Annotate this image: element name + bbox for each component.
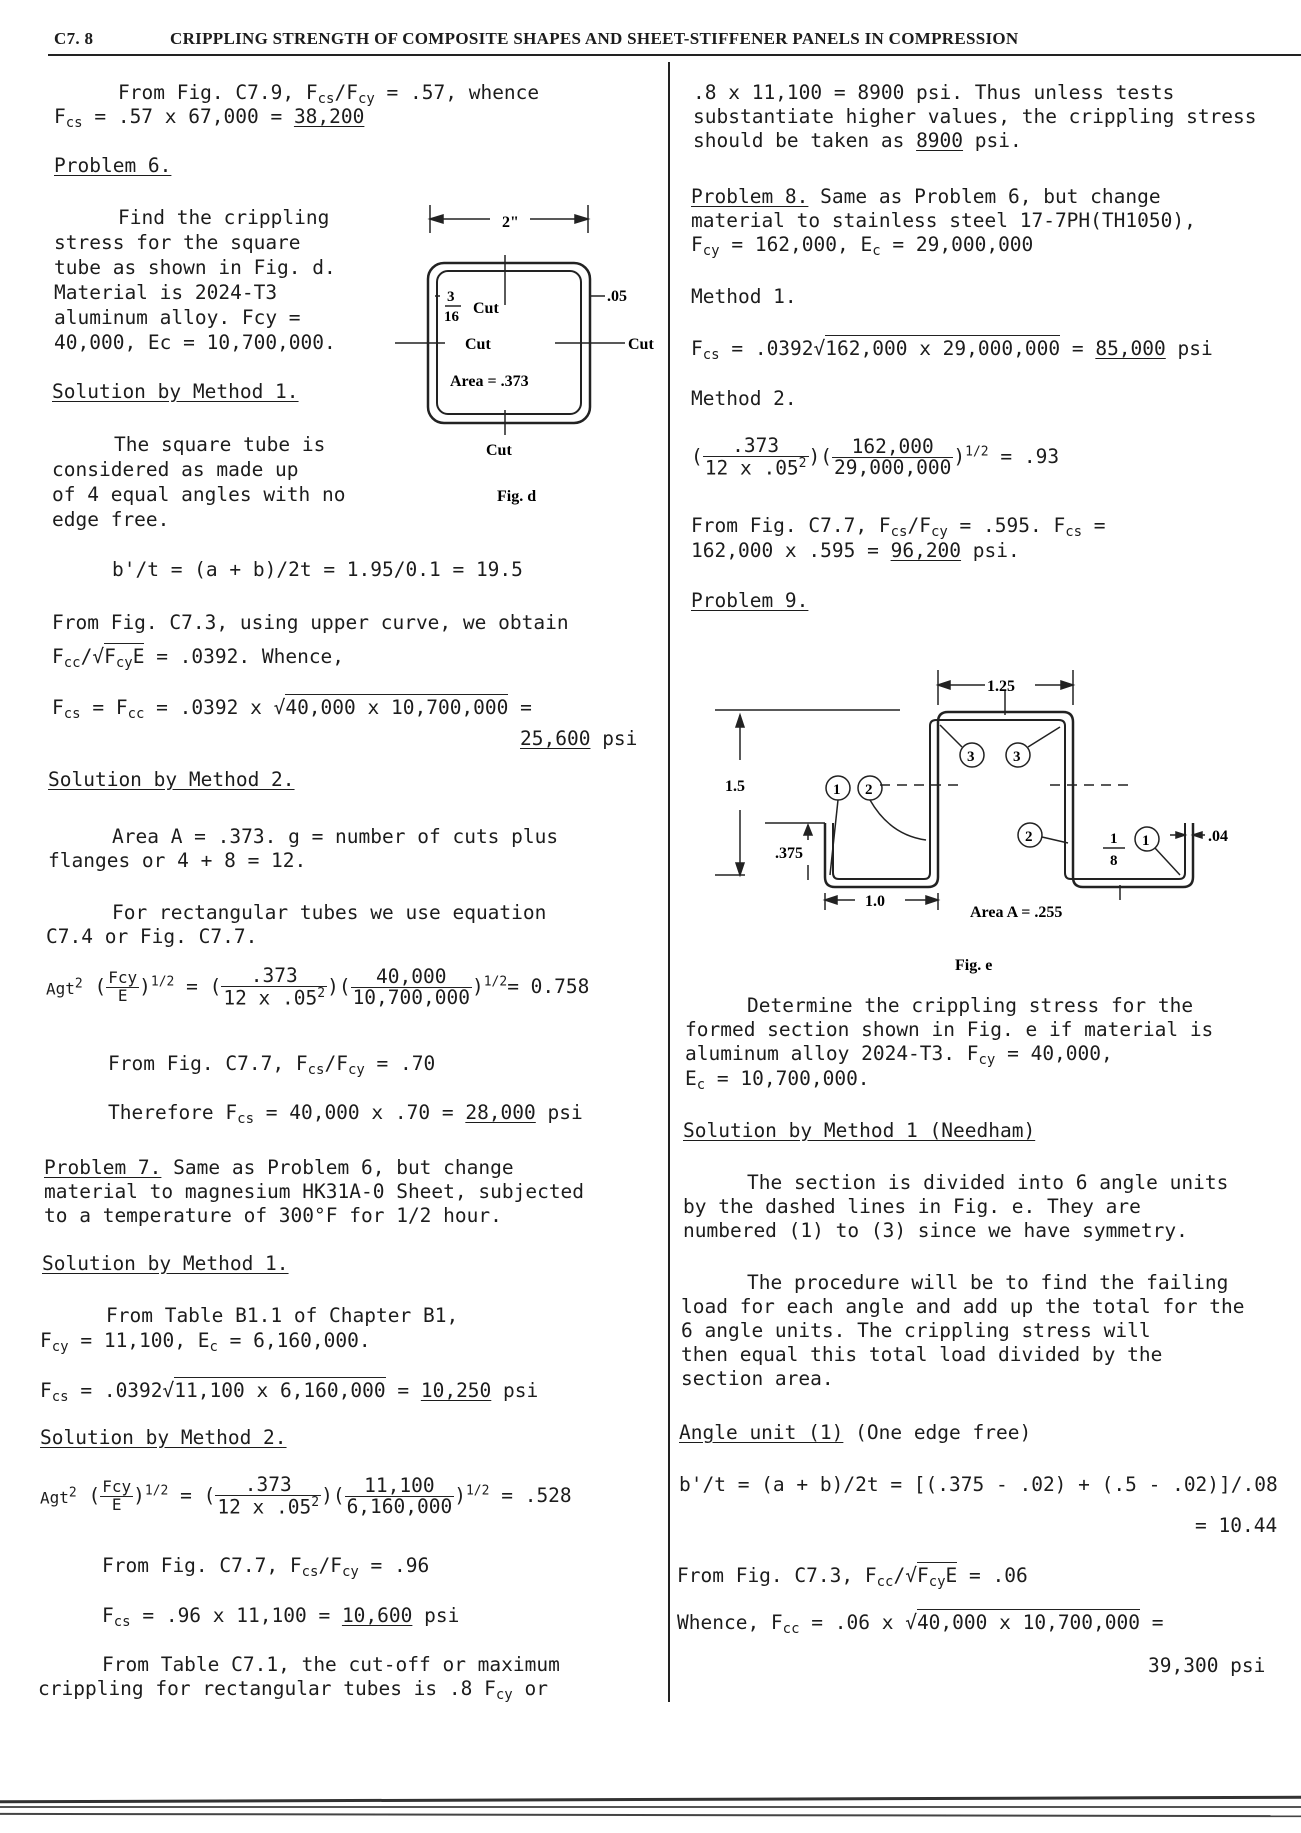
- equation-fcc: $F_{cc}/√F_{cy}E = .0392$. Whence,: [52, 645, 345, 671]
- text-line: .8 x 11,100 = 8900 psi. Thus unless tests: [693, 81, 1175, 104]
- text-line: For rectangular tubes we use equation: [112, 901, 547, 924]
- method-2b-heading: Solution by Method 2.: [40, 1426, 287, 1449]
- area-label: Area A = .255: [970, 904, 1063, 921]
- text-line: From Fig. C7.7, $F_{cs}/F_{cy} = .70$: [108, 1052, 436, 1078]
- text-line: aluminum alloy 2024-T3. $F_{cy} = 40,000$,: [685, 1042, 1113, 1068]
- equation-fcc-2: From Fig. C7.3, $F_{cc}/√F_{cy}E = .06$: [677, 1564, 1028, 1590]
- bottom-edge-line: [0, 1806, 1301, 1808]
- text-line: by the dashed lines in Fig. e. They are: [683, 1195, 1141, 1218]
- text-line: $E_c = 10,700,000$.: [685, 1067, 870, 1093]
- text-line: section area.: [681, 1367, 834, 1390]
- result-fcc-2: 39,300 psi: [1148, 1654, 1266, 1677]
- dimension-label: 1.25: [987, 678, 1015, 695]
- angle-unit-heading: Angle unit (1) (One edge free): [679, 1421, 1032, 1444]
- text-line: From Table C7.1, the cut-off or maximum: [102, 1653, 560, 1676]
- dimension-label: .375: [775, 845, 803, 862]
- equation-fcs-1: $F_{cs} = F_{cc} = .0392$ x √40,000 x 10,700,000 =: [52, 696, 532, 722]
- method-1-text: The square tube is considered as made up of 4 equal angles with no edge free.: [52, 433, 346, 531]
- cut-label: Cut: [473, 300, 499, 317]
- text-line: From Fig. C7.7, $F_{cs}/F_{cy} = .96$: [102, 1554, 430, 1580]
- equation-whence: Whence, $F_{cc} = .06$ x √40,000 x 10,700,000 =: [677, 1611, 1164, 1637]
- text-line: 6 angle units. The crippling stress will: [681, 1319, 1151, 1342]
- text-line: material to stainless steel 17-7PH(TH1050),: [691, 209, 1196, 232]
- text-line: From Table B1.1 of Chapter B1,: [106, 1304, 459, 1327]
- method-1-label: Method 1.: [691, 285, 797, 308]
- text-line: 162,000 x .595 = 96,200 psi.: [691, 539, 1020, 562]
- figure-e: [700, 665, 1260, 985]
- equation-bt-2: b'/t = (a + b)/2t = [(.375 - .02) + (.5 - .02)]/.08: [679, 1473, 1278, 1496]
- problem-9-heading: Problem 9.: [691, 589, 809, 612]
- section-number: C7. 8: [54, 29, 94, 48]
- dimension-label: 1.0: [865, 893, 885, 910]
- text-line: substantiate higher values, the crippling stress: [693, 105, 1257, 128]
- text-line: formed section shown in Fig. e if material is: [685, 1018, 1214, 1041]
- equation-fcs-4: $F_{cs} = .0392√162,000$ x 29,000,000 = 85,000 psi: [691, 337, 1213, 363]
- text-line: Area A = .373. g = number of cuts plus: [112, 825, 559, 848]
- fraction-num: 3: [447, 289, 455, 305]
- z-section-outer: [825, 712, 1193, 887]
- figure-caption: Fig. d: [497, 488, 537, 505]
- equation-ratio-2: Agt$^2$ ( $\frac{\text{Fcy}}{E}$ )$^{1/2}$ = ( $\frac{.373}{12 x .05^2}$ )( $\frac{11,100}{6,160,000}$ )$^{1/2}$ = .528: [40, 1473, 572, 1519]
- method-1-heading: Solution by Method 1.: [52, 380, 299, 403]
- problem-7-heading: Problem 7. Same as Problem 6, but change: [44, 1156, 514, 1179]
- text-line: The section is divided into 6 angle units: [747, 1171, 1229, 1194]
- text-line: then equal this total load divided by the: [681, 1343, 1163, 1366]
- text-line: crippling for rectangular tubes is .8 $F_{cy}$ or: [38, 1677, 548, 1703]
- bottom-edge-line: [0, 1813, 1301, 1817]
- text-line: From Fig. C7.9, $F_{cs}/F_{cy} = .57$, whence: [118, 81, 540, 107]
- figure-d: [395, 205, 655, 505]
- text-line: C7.4 or Fig. C7.7.: [46, 925, 258, 948]
- equation-bt-2-result: = 10.44: [1195, 1514, 1278, 1537]
- label-1: 1: [833, 782, 841, 798]
- cut-label: Cut: [486, 442, 512, 459]
- problem-6-heading: Problem 6.: [54, 154, 172, 177]
- fraction-num: 1: [1110, 831, 1118, 847]
- dimension-label: 2": [502, 214, 519, 231]
- text-line: Determine the crippling stress for the: [747, 994, 1194, 1017]
- equation-fcs-3: $F_{cs} = .96$ x 11,100 = 10,600 psi: [102, 1604, 460, 1630]
- dimension-label: 1.5: [725, 778, 745, 795]
- label-1: 1: [1142, 833, 1150, 849]
- method-1b-heading: Solution by Method 1.: [42, 1252, 289, 1275]
- text-line: flanges or 4 + 8 = 12.: [48, 849, 307, 872]
- text-line: $F_{cy} = 162,000$, $E_c = 29,000,000$: [691, 233, 1034, 259]
- thickness-label: .05: [607, 288, 627, 305]
- text-line: From Fig. C7.3, using upper curve, we obtain: [52, 611, 569, 634]
- header-rule: [48, 54, 1301, 56]
- text-line: The procedure will be to find the failing: [747, 1271, 1229, 1294]
- text-line: $F_{cy} = 11,100$, $E_c = 6,160,000$.: [40, 1329, 371, 1355]
- text-line: From Fig. C7.7, $F_{cs}/F_{cy} = .595$. $F_{cs}$ =: [691, 514, 1106, 540]
- text-line: load for each angle and add up the total for the: [681, 1295, 1245, 1318]
- text-line: to a temperature of 300°F for 1/2 hour.: [44, 1204, 502, 1227]
- fraction-den: 8: [1110, 853, 1118, 869]
- method-2-label: Method 2.: [691, 387, 797, 410]
- equation-therefore: Therefore $F_{cs} = 40,000$ x .70 = 28,000 psi: [108, 1101, 583, 1127]
- label-2: 2: [1025, 829, 1033, 845]
- cut-label: Cut: [465, 336, 491, 353]
- cut-label: Cut: [628, 336, 654, 353]
- problem-8-heading: Problem 8. Same as Problem 6, but change: [691, 185, 1161, 208]
- text-line: $F_{cs} = .57$ x 67,000 = 38,200: [54, 105, 365, 131]
- equation-fcs-2: $F_{cs} = .0392√11,100$ x 6,160,000 = 10,250 psi: [40, 1379, 539, 1405]
- text-line: material to magnesium HK31A-0 Sheet, subjected: [44, 1180, 585, 1203]
- z-section-inner: [833, 720, 1185, 879]
- column-divider: [668, 62, 670, 1702]
- dimension-label: .04: [1208, 828, 1228, 845]
- text-line: should be taken as 8900 psi.: [693, 129, 1022, 152]
- figure-caption: Fig. e: [955, 957, 993, 974]
- bottom-edge-line: [0, 1796, 1301, 1804]
- method-2-heading: Solution by Method 2.: [48, 768, 295, 791]
- label-3: 3: [1013, 749, 1021, 765]
- page-title: CRIPPLING STRENGTH OF COMPOSITE SHAPES AND SHEET-STIFFENER PANELS IN COMPRESSION: [170, 29, 1019, 48]
- text-line: numbered (1) to (3) since we have symmetry.: [683, 1219, 1188, 1242]
- needham-heading: Solution by Method 1 (Needham): [683, 1119, 1036, 1142]
- equation-bt: b'/t = (a + b)/2t = 1.95/0.1 = 19.5: [112, 558, 523, 581]
- label-3: 3: [967, 749, 975, 765]
- area-label: Area = .373: [450, 373, 529, 390]
- problem-6-text: Find the crippling stress for the square tube as shown in Fig. d. Material is 2024-T3 aluminum alloy. Fcy = 40,000, Ec = 10,700,000.: [54, 206, 336, 354]
- equation-ratio-1: Agt$^2$ ( $\frac{\text{Fcy}}{E}$ )$^{1/2}$ = ( $\frac{.373}{12 x .05^2}$ )( $\frac{40,000}{10,700,000}$ )$^{1/2}$= 0.758: [46, 964, 590, 1010]
- equation-ratio-3: ( $\frac{.373}{12 x .05^2}$ )( $\frac{162,000}{29,000,000}$ )$^{1/2}$ = .93: [691, 434, 1060, 480]
- result-fcs-1: 25,600 psi: [520, 727, 638, 750]
- label-2: 2: [865, 782, 873, 798]
- fraction-den: 16: [444, 309, 459, 325]
